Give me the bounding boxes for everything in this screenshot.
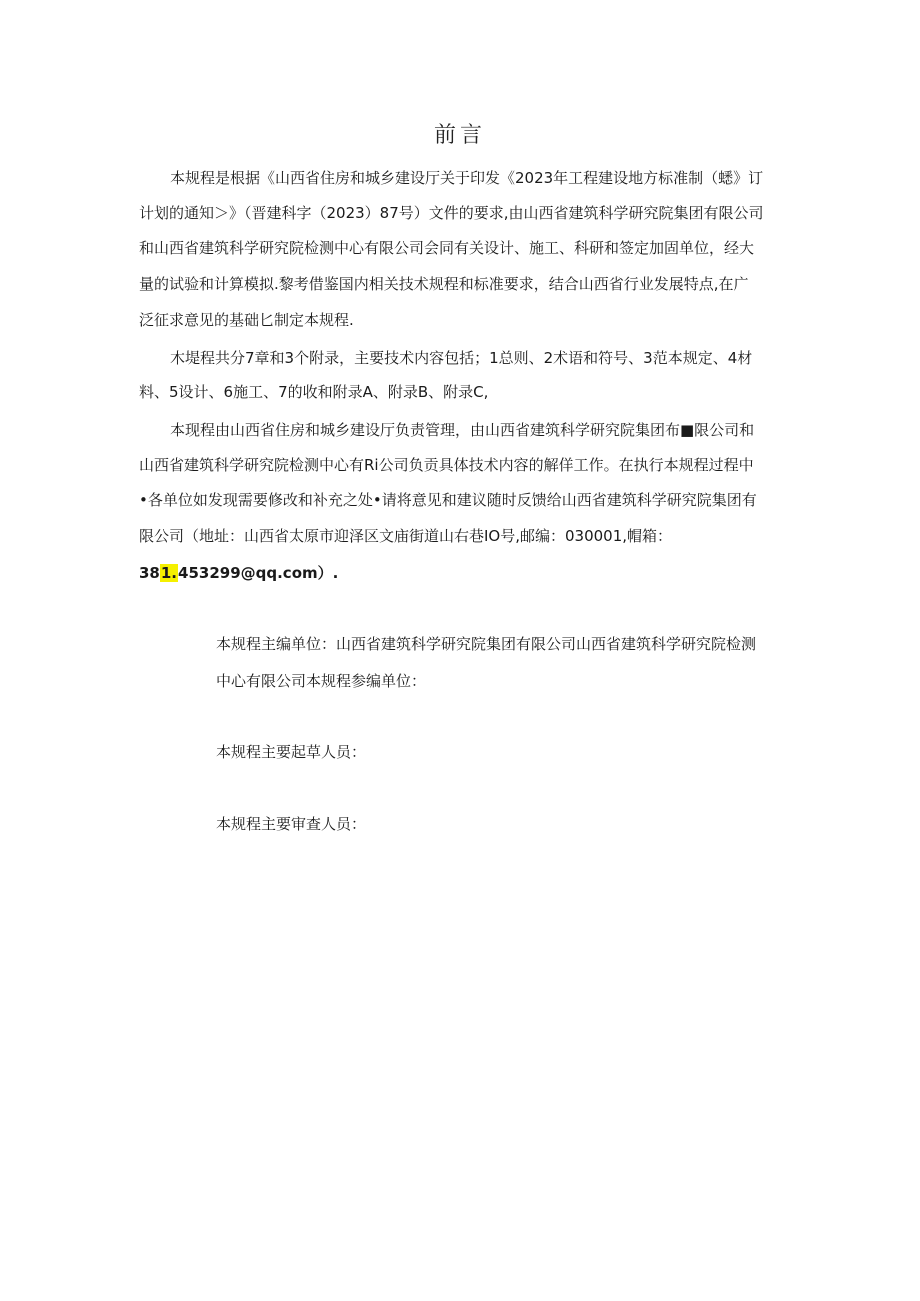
chief-editor-line-1: 本规程主编单位：山西省建筑科学研究院集团有限公司山西省建筑科学研究院检测 (216, 635, 757, 653)
chief-editor-line-2: 中心有限公司本规程参编单位： (216, 672, 427, 690)
paragraph1-line-1: 本规程是根据《山西省住房和城乡建设厅关于印发《2023年工程建设地方标准制（蟋》订 (170, 169, 764, 187)
paragraph3-line-4: 限公司（地址：山西省太原市迎泽区文庙街道山右巷IO号,邮编：030001,帽箱： (139, 527, 673, 545)
paragraph3-line-2: 山西省建筑科学研究院检测中心有Ri公司负贡具体技术内容的解佯工作。在执行本规程过程中 (139, 456, 754, 474)
paragraph3-line-1: 本现程由山西省住房和城乡建设厅负责管理，由山西省建筑科学研究院集团布■限公司和 (170, 421, 755, 439)
paragraph1-line-3: 和山西省建筑科学研究院检测中心有限公司会同有关设计、施工、科研和签定加固单位，经大 (139, 239, 755, 257)
paragraph1-line-5: 泛征求意见的基础匕制定本规程. (139, 311, 354, 329)
paragraph1-line-4: 量的试验和计算模拟.黎考借鉴国内相关技术规程和标准要求，结合山西省行业发展特点,在广 (139, 275, 749, 293)
reviewers-label: 本规程主要审查人员： (216, 815, 367, 833)
email-suffix: 453299@qq.com）. (178, 564, 339, 582)
email-prefix: 38 (139, 564, 160, 582)
drafters-label: 本规程主要起草人员： (216, 743, 367, 761)
email-line (139, 563, 338, 583)
page-title: 前言 (433, 123, 486, 148)
paragraph2-line-2: 料、5设计、6施工、7的收和附录A、附录B、附录C, (139, 383, 489, 401)
paragraph2-line-1: 木堤程共分7章和3个附录，主要技术内容包括；1总则、2术语和符号、3范本规定、4材 (170, 349, 753, 367)
email-highlight: 1. (160, 564, 178, 582)
paragraph1-line-2: 计划的通知＞》（晋建科字（2023）87号）文件的要求,由山西省建筑科学研究院集团有限公司 (139, 204, 764, 222)
paragraph3-line-3: •各单位如发现需要修改和补充之处•请将意见和建议随时反馈给山西省建筑科学研究院集团有 (139, 491, 757, 509)
